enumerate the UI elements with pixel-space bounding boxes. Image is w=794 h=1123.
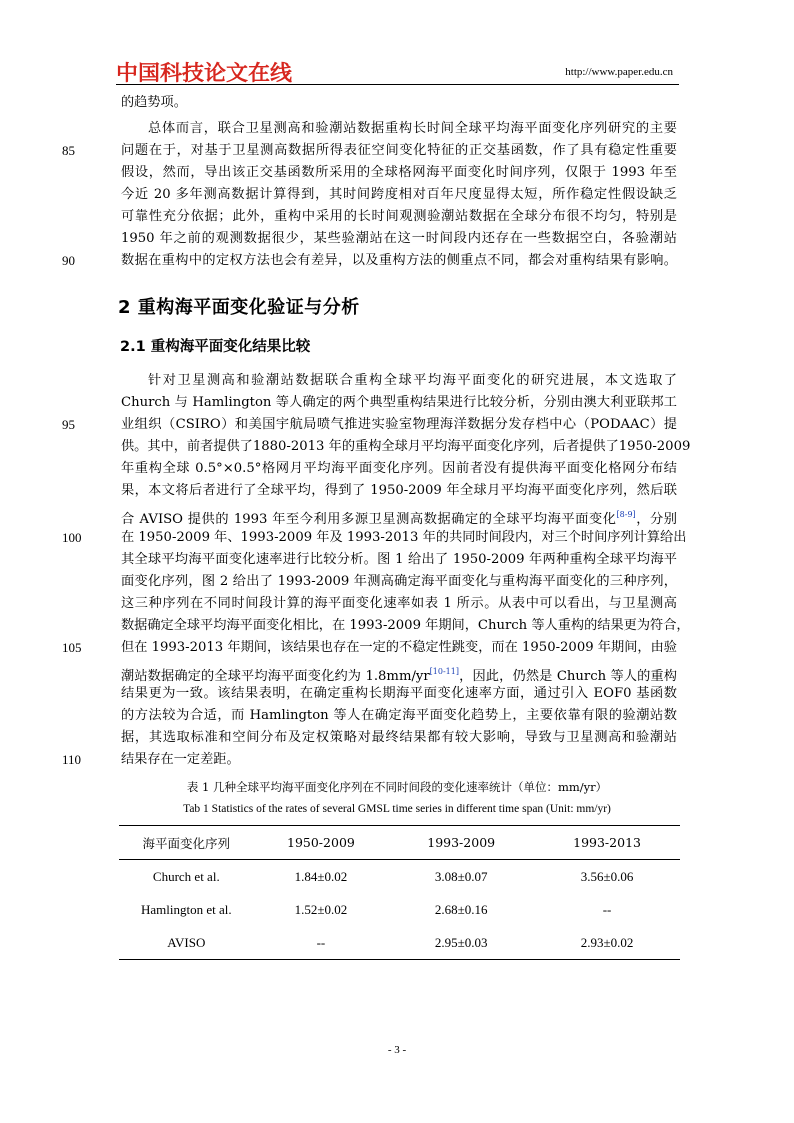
text-line: 的方法较为合适，而 Hamlington 等人在确定海平面变化趋势上，主要依靠有限的验潮站数 [121,708,677,723]
text-segment: ，因此，仍然是 Church 等人的重构 [458,669,677,684]
table-row [119,926,680,960]
table-cell: 2.95±0.03 [434,934,488,950]
text-line: 数据在重构中的定权方法也会有差异，以及重构方法的侧重点不同，都会对重构结果有影响。 [121,253,677,268]
table-header-row [119,826,680,860]
column-header: 1993-2013 [573,835,641,850]
column-header: 海平面变化序列 [142,835,231,851]
line-number: 110 [62,752,82,767]
table-cell: 1.84±0.02 [294,868,348,884]
line-number: 85 [62,143,75,158]
table-cell: 3.08±0.07 [434,868,488,884]
table-row [119,893,680,926]
text-line: 据，其选取标准和空间分布及定权策略对最终结果都有较大影响，导致与卫星测高和验潮站 [121,730,677,745]
text-line: 其全球平均海平面变化速率进行比较分析。图 1 给出了 1950-2009 年两种重构全球平均海平 [121,552,677,567]
text-line: 可靠性充分依据；此外，重构中采用的长时间观测验潮站数据在全球分布很不均匀，特别是 [121,209,677,224]
table-cell: 2.93±0.02 [580,934,634,950]
text-line: 果，本文将后者进行了全球平均，得到了 1950-2009 年全球月平均海平面变化序列，然后联 [121,483,677,498]
text-line: 结果更为一致。该结果表明，在确定重构长期海平面变化速率方面，通过引入 EOF0 基函数 [121,686,677,701]
text-line: 1950 年之前的观测数据很少，某些验潮站在这一时间段内还存在一些数据空白，各验潮站 [121,231,677,246]
table-cell: 1.52±0.02 [294,901,348,917]
column-header: 1950-2009 [287,835,355,850]
column-header: 1993-2009 [427,835,496,850]
text-line: 供。其中，前者提供了1880-2013 年的重构全球月平均海平面变化序列，后者提供了1950-2009 [121,439,691,454]
text-line: 这三种序列在不同时间段计算的海平面变化速率如表 1 所示。从表中可以看出，与卫星测高 [121,596,677,611]
citation-link[interactable]: [8-9] [616,510,636,519]
table-cell: -- [602,901,612,917]
text-segment: 潮站数据确定的全球平均海平面变化约为 1.8mm/yr [121,669,430,684]
text-line: 在 1950-2009 年、1993-2009 年及 1993-2013 年的共同时间段内，对三个时间序列计算给出 [121,530,687,545]
line-number: 100 [62,530,82,545]
site-logo [116,60,294,84]
text-segment: 合 AVISO 提供的 1993 年至今利用多源卫星测高数据确定的全球平均海平面变化 [121,512,617,527]
table-cell: Hamlington et al. [141,901,232,917]
text-line: 问题在于，对基于卫星测高数据所得表征空间变化特征的正交基函数，作了具有稳定性重要 [121,143,677,158]
text-line: 今近 20 多年测高数据计算得到，其时间跨度相对百年尺度显得太短，所作稳定性假设缺乏 [121,187,677,202]
site-url[interactable]: http://www.paper.edu.cn [565,66,673,78]
page-number: - 3 - [387,1044,407,1056]
line-number: 95 [62,417,75,432]
table-cell: 2.68±0.16 [434,901,488,917]
text-line: 的趋势项。 [121,95,187,110]
text-line: 面变化序列，图 2 给出了 1993-2009 年测高确定海平面变化与重构海平面变化的三种序列， [121,574,677,589]
rates-table [119,825,680,960]
text-line: 假设，然而，导出该正交基函数所采用的全球格网海平面变化时间序列，仅限于 1993 年至 [121,165,677,180]
section-heading: 2 重构海平面变化验证与分析 [118,297,360,318]
text-line: Church 与 Hamlington 等人确定的两个典型重构结果进行比较分析，分别由澳大利亚联邦工 [121,395,677,410]
text-line: 但在 1993-2013 年期间，该结果也存在一定的不稳定性跳变，而在 1950-2009 年期间，由验 [121,640,677,655]
table-cell: AVISO [167,934,206,950]
table-cell: 3.56±0.06 [580,868,634,884]
text-line: 数据确定全球平均海平面变化相比，在 1993-2009 年期间，Church 等人重构的结果更为符合， [121,618,690,633]
text-segment: ，分别 [635,512,677,527]
text-line: 总体而言，联合卫星测高和验潮站数据重构长时间全球平均海平面变化序列研究的主要 [148,121,677,136]
citation-link[interactable]: [10-11] [429,667,459,676]
text-line: 年重构全球 0.5°×0.5°格网月平均海平面变化序列。因前者没有提供海平面变化格网分布结 [121,461,677,476]
table-row [119,860,680,894]
table-cell: -- [316,934,326,950]
table-caption-cn: 表 1 几种全球平均海平面变化序列在不同时间段的变化速率统计（单位：mm/yr） [186,780,608,794]
table-caption-en: Tab 1 Statistics of the rates of several GMSL time series in different time span (Unit: mm/yr) [183,803,611,815]
logo-text: 中国科技论文在线 [116,61,294,84]
line-number: 105 [62,640,82,655]
text-line: 针对卫星测高和验潮站数据联合重构全球平均海平面变化的研究进展，本文选取了 [148,373,677,388]
table-cell: Church et al. [152,868,220,884]
text-line: 结果存在一定差距。 [121,752,240,767]
line-number: 90 [62,253,75,268]
subsection-heading: 2.1 重构海平面变化结果比较 [120,339,311,355]
text-line: 业组织（CSIRO）和美国宇航局喷气推进实验室物理海洋数据分发存档中心（PODAAC）提 [121,417,677,432]
header-rule [116,84,679,85]
